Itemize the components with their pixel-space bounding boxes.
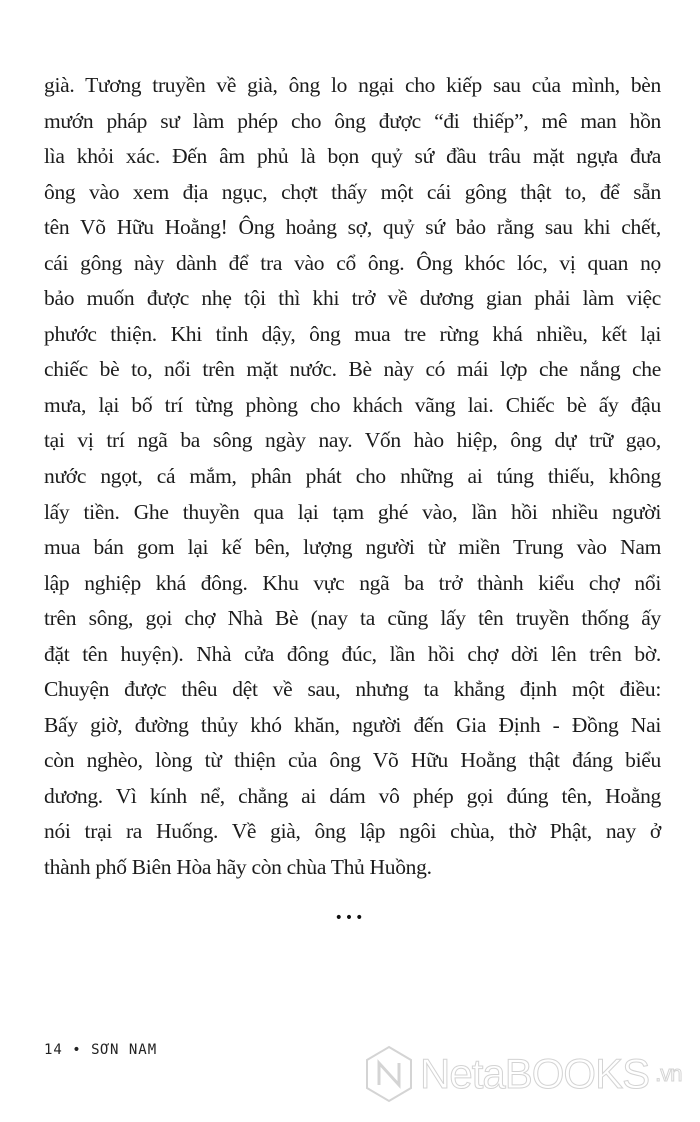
text-line: chiếc bè to, nổi trên mặt nước. Bè này có mái lợp che nắng che [44,357,661,382]
text-line: tên Võ Hữu Hoằng! Ông hoảng sợ, quỷ sứ bảo rằng sau khi chết, [44,215,661,240]
text-line: dương. Vì kính nể, chẳng ai dám vô phép gọi đúng tên, Hoằng [44,783,661,808]
text-line: tại vị trí ngã ba sông ngày nay. Vốn hào hiệp, ông dự trữ gạo, [44,428,661,453]
text-line: bảo muốn được nhẹ tội thì khi trở về dương gian phải làm việc [44,286,661,311]
text-line: già. Tương truyền về già, ông lo ngại cho kiếp sau của mình, bèn [44,73,661,97]
text-line: Chuyện được thêu dệt về sau, nhưng ta khẳng định một điều: [44,677,661,702]
text-line: mưa, lại bố trí từng phòng cho khách vãng lai. Chiếc bè ấy đậu [44,392,661,417]
page-footer: 14 • SƠN NAM [44,1042,158,1058]
section-break: ••• [334,910,366,926]
text-line: cái gông này dành để tra vào cổ ông. Ông khóc lóc, vị quan nọ [44,250,661,275]
text-line: mua bán gom lại kế bên, lượng người từ miền Trung vào Nam [44,535,661,560]
text-line: lập nghiệp khá đông. Khu vực ngã ba trở thành kiểu chợ nổi [44,570,661,595]
text-line: nước ngọt, cá mắm, phân phát cho những ai túng thiếu, không [44,464,661,489]
text-line: còn nghèo, lòng từ thiện của ông Võ Hữu Hoằng thật đáng biểu [44,748,661,773]
text-line: thành phố Biên Hòa hãy còn chùa Thủ Huồng. [44,855,432,880]
text-line: lìa khỏi xác. Đến âm phủ là bọn quỷ sứ đầu trâu mặt ngựa đưa [44,144,661,169]
text-line: mướn pháp sư làm phép cho ông được “đi thiếp”, mê man hồn [44,108,661,133]
body-text [44,68,661,886]
text-line: Bấy giờ, đường thủy khó khăn, người đến Gia Định - Đồng Nai [44,712,661,737]
text-line: lấy tiền. Ghe thuyền qua lại tạm ghé vào, lần hồi nhiều người [44,499,661,524]
text-line: ông vào xem địa ngục, chợt thấy một cái gông thật to, để sẵn [44,179,661,204]
watermark-text: NetaBOOKS [420,1050,650,1097]
text-line: phước thiện. Khi tỉnh dậy, ông mua tre rừng khá nhiều, kết lại [44,321,661,346]
watermark-suffix: .vn [655,1061,682,1086]
text-line: nói trại ra Huống. Về già, ông lập ngôi chùa, thờ Phật, nay ở [44,819,661,844]
text-line: đặt tên huyện). Nhà cửa đông đúc, lần hồi chợ dời lên trên bờ. [44,641,661,666]
hexagon-logo-icon [364,1045,414,1103]
text-line: trên sông, gọi chợ Nhà Bè (nay ta cũng lấy tên truyền thống ấy [44,606,661,631]
watermark-logo [364,1045,681,1103]
